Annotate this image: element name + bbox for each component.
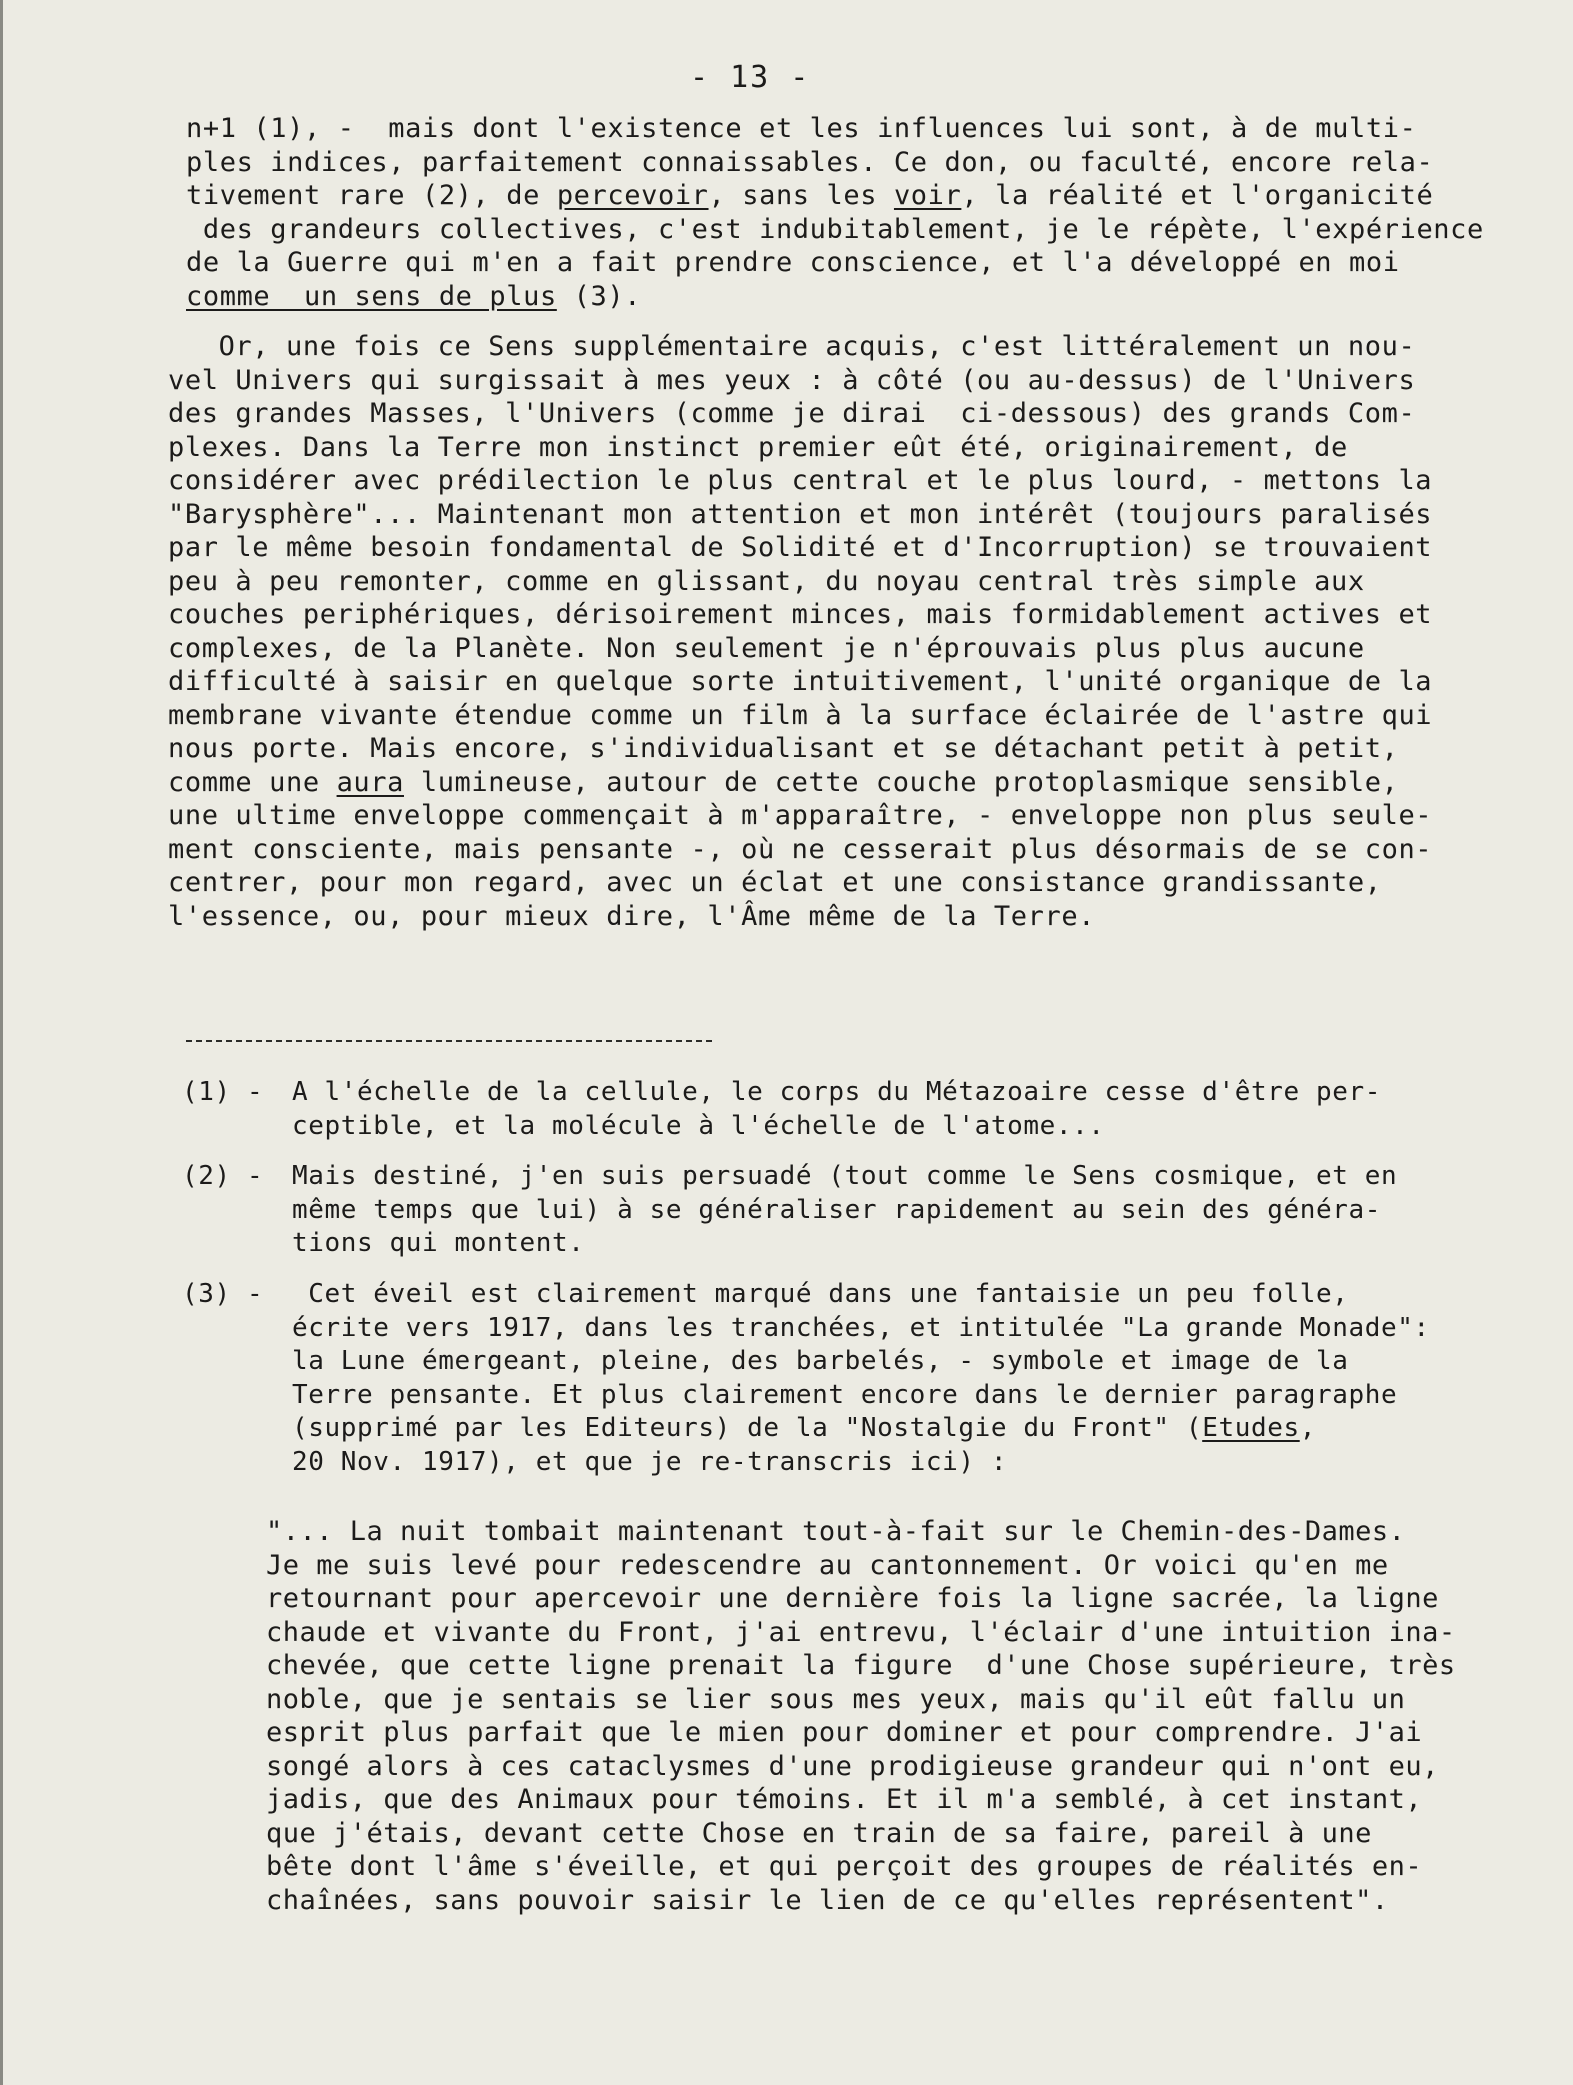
- text-line: "Barysphère"... Maintenant mon attention et mon intérêt (toujours paralisés: [168, 498, 1433, 530]
- text-line: centrer, pour mon regard, avec un éclat et une consistance grandissante,: [168, 867, 1382, 898]
- text-line: couches periphériques, dérisoirement minces, mais formidablement actives et: [168, 599, 1433, 630]
- text-line: écrite vers 1917, dans les tranchées, et intitulée "La grande Monade":: [292, 1312, 1430, 1343]
- page-edge: [0, 0, 3, 2085]
- text-line: "... La nuit tombait maintenant tout-à-fait sur le Chemin-des-Dames.: [266, 1516, 1406, 1547]
- text-line: noble, que je sentais se lier sous mes yeux, mais qu'il eût fallu un: [266, 1683, 1406, 1715]
- underlined-word: aura: [336, 766, 404, 798]
- text-line: une ultime enveloppe commençait à m'apparaître, - enveloppe non plus seule-: [168, 800, 1433, 831]
- text-line: Mais destiné, j'en suis persuadé (tout comme le Sens cosmique, et en: [292, 1161, 1398, 1191]
- text-line: n+1 (1), - mais dont l'existence et les influences lui sont, à de multi-: [186, 113, 1417, 144]
- footnote-2: [182, 1160, 1397, 1261]
- text-line: de la Guerre qui m'en a fait prendre conscience, et l'a développé en moi: [186, 247, 1400, 278]
- page-number: - 13 -: [690, 60, 811, 95]
- text-line: comme une: [168, 766, 337, 798]
- underlined-word: voir: [893, 180, 962, 211]
- text-line: songé alors à ces cataclysmes d'une prodigieuse grandeur qui n'ont eu,: [266, 1750, 1439, 1782]
- text-line: chaînées, sans pouvoir saisir le lien de ce qu'elles représentent".: [266, 1884, 1389, 1916]
- text-line: des grandes Masses, l'Univers (comme je dirai ci-dessous) des grands Com-: [168, 398, 1416, 429]
- paragraph-1: [186, 112, 1484, 313]
- text-line: ceptible, et la molécule à l'échelle de l'atome...: [292, 1110, 1105, 1141]
- footnote-marker: (2) -: [182, 1161, 264, 1191]
- footnote-marker: (3) -: [182, 1279, 264, 1309]
- text-line: ment consciente, mais pensante -, où ne cesserait plus désormais de se con-: [168, 833, 1433, 865]
- text-line: (supprimé par les Editeurs) de la "Nostalgie du Front" (: [292, 1413, 1203, 1443]
- text-line: jadis, que des Animaux pour témoins. Et il m'a semblé, à cet instant,: [266, 1784, 1423, 1815]
- text-line: bête dont l'âme s'éveille, et qui perçoit des groupes de réalités en-: [266, 1851, 1423, 1882]
- text-fragment: ,: [1299, 1413, 1316, 1443]
- text-line: vel Univers qui surgissait à mes yeux : à côté (ou au-dessus) de l'Univers: [168, 364, 1416, 396]
- text-line: Je me suis levé pour redescendre au cantonnement. Or voici qu'en me: [266, 1549, 1389, 1581]
- text-line: par le même besoin fondamental de Solidité et d'Incorruption) se trouvaient: [168, 532, 1433, 563]
- text-line: 20 Nov. 1917), et que je re-transcris ici) :: [292, 1446, 1008, 1477]
- underlined-word: percevoir: [556, 180, 709, 211]
- text-line: des grandeurs collectives, c'est indubitablement, je le répète, l'expérience: [186, 213, 1484, 245]
- text-line: plexes. Dans la Terre mon instinct premier eût été, originairement, de: [168, 431, 1348, 463]
- text-fragment: , sans les: [708, 180, 894, 211]
- text-fragment: (3).: [556, 280, 642, 312]
- text-line: retournant pour apercevoir une dernière fois la ligne sacrée, la ligne: [266, 1583, 1439, 1614]
- footnote-3: [182, 1278, 1430, 1479]
- text-line: chevée, que cette ligne prenait la figure d'une Chose supérieure, très: [266, 1650, 1456, 1681]
- text-fragment: , la réalité et l'organicité: [961, 180, 1434, 211]
- footnote-marker: (1) -: [182, 1077, 264, 1107]
- text-line: Or, une fois ce Sens supplémentaire acquis, c'est littéralement un nou-: [168, 331, 1416, 362]
- paragraph-2: [168, 330, 1432, 933]
- text-line: même temps que lui) à se généraliser rapidement au sein des généra-: [292, 1194, 1381, 1225]
- text-line: considérer avec prédilection le plus central et le plus lourd, - mettons la: [168, 465, 1433, 496]
- quoted-passage: [266, 1515, 1456, 1917]
- underlined-phrase: comme un sens de plus: [186, 280, 557, 312]
- underlined-word: Etudes: [1202, 1413, 1300, 1443]
- footnote-1: [182, 1076, 1381, 1143]
- text-line: l'essence, ou, pour mieux dire, l'Âme même de la Terre.: [168, 900, 1096, 932]
- text-line: difficulté à saisir en quelque sorte intuitivement, l'unité organique de la: [168, 666, 1433, 697]
- text-line: nous porte. Mais encore, s'individualisant et se détachant petit à petit,: [168, 733, 1399, 764]
- text-line: esprit plus parfait que le mien pour dominer et pour comprendre. J'ai: [266, 1717, 1423, 1748]
- text-line: Terre pensante. Et plus clairement encore dans le dernier paragraphe: [292, 1379, 1398, 1410]
- text-line: chaude et vivante du Front, j'ai entrevu, l'éclair d'une intuition ina-: [266, 1616, 1456, 1648]
- text-line: la Lune émergeant, pleine, des barbelés, - symbole et image de la: [292, 1346, 1349, 1376]
- text-line: tions qui montent.: [292, 1228, 585, 1258]
- text-line: complexes, de la Planète. Non seulement je n'éprouvais plus plus aucune: [168, 632, 1365, 664]
- footnote-separator: [186, 1040, 712, 1042]
- text-line: tivement rare (2), de: [186, 180, 557, 211]
- text-line: ples indices, parfaitement connaissables. Ce don, ou faculté, encore rela-: [186, 146, 1434, 178]
- text-line: peu à peu remonter, comme en glissant, du noyau central très simple aux: [168, 565, 1365, 597]
- text-line: que j'étais, devant cette Chose en train de sa faire, pareil à une: [266, 1817, 1372, 1849]
- text-line: membrane vivante étendue comme un film à la surface éclairée de l'astre qui: [168, 699, 1433, 731]
- text-line: Cet éveil est clairement marqué dans une fantaisie un peu folle,: [292, 1279, 1349, 1309]
- text-fragment: lumineuse, autour de cette couche protoplasmique sensible,: [403, 766, 1399, 798]
- text-line: A l'échelle de la cellule, le corps du Métazoaire cesse d'être per-: [292, 1077, 1381, 1107]
